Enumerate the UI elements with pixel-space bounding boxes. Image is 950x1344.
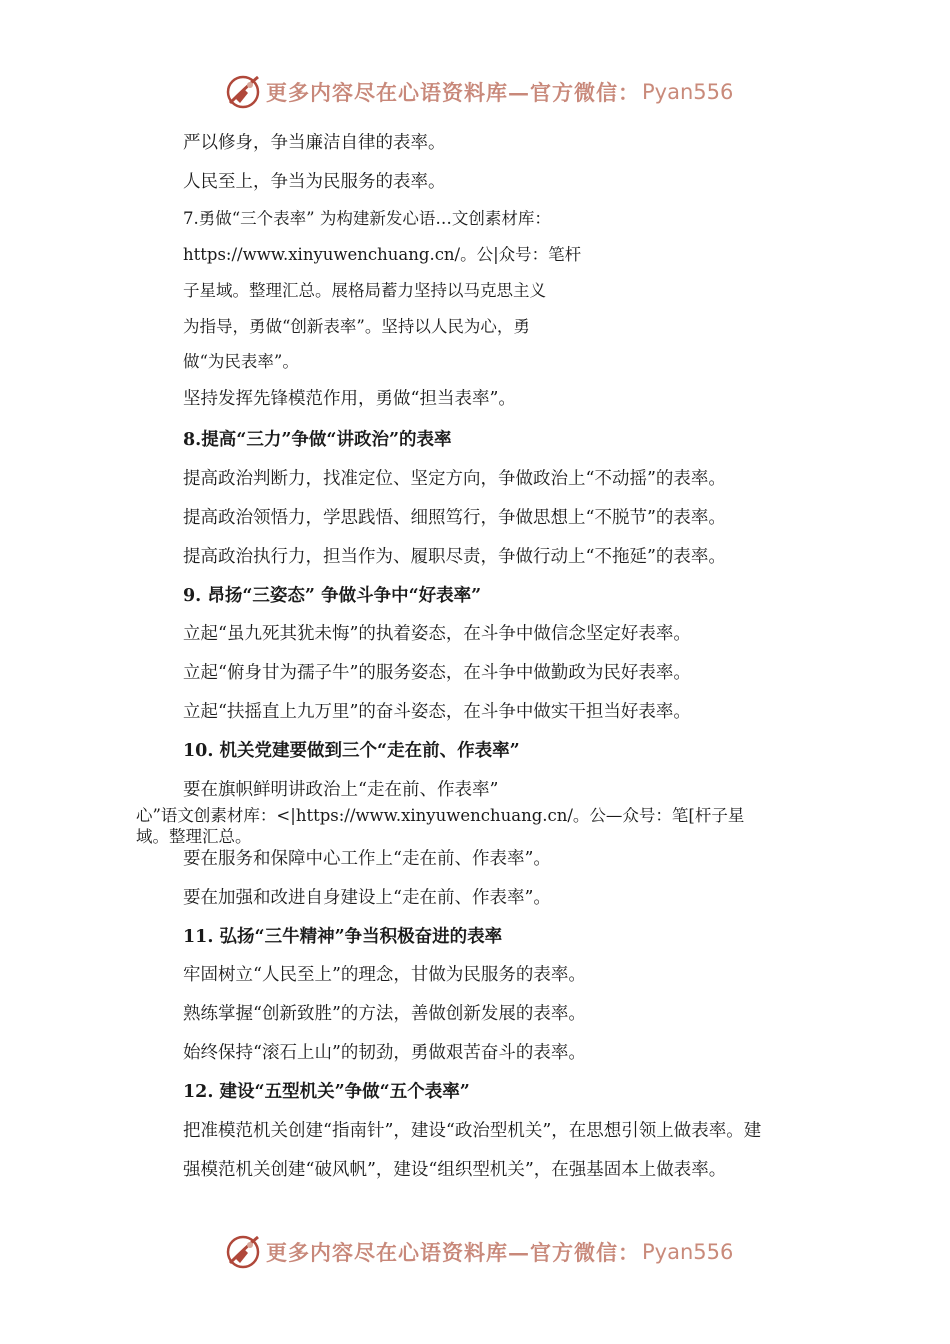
paragraph-line: 立起“扶摇直上九万里”的奋斗姿态，在斗争中做实干担当好表率。 (183, 702, 691, 722)
paragraph-line: 心”语文创素材库：<|https://www.xinyuwenchuang.cn/。公—众号：笔[杆子星 (136, 806, 745, 825)
header-banner-text: 更多内容尽在心语资料库—官方微信： (266, 80, 640, 105)
header-banner (224, 72, 733, 112)
paragraph-line: 子星域。整理汇总。展格局蓄力坚持以马克思主义 (183, 281, 546, 300)
paragraph-line: 立起“虽九死其犹未悔”的执着姿态，在斗争中做信念坚定好表率。 (183, 624, 691, 644)
paragraph-line: 要在旗帜鲜明讲政治上“走在前、作表率” (183, 780, 499, 800)
paragraph-line: 强模范机关创建“破风帆”，建设“组织型机关”，在强基固本上做表率。 (183, 1160, 727, 1180)
paragraph-line: 7.勇做“三个表率” 为构建新发心语…文创素材库： (183, 209, 551, 228)
logo-icon (224, 73, 262, 111)
paragraph-line: 人民至上，争当为民服务的表率。 (183, 172, 446, 192)
paragraph-line: 域。整理汇总。 (136, 827, 252, 846)
paragraph-line: 始终保持“滚石上山”的韧劲，勇做艰苦奋斗的表率。 (183, 1043, 586, 1063)
paragraph-line: 熟练掌握“创新致胜”的方法，善做创新发展的表率。 (183, 1004, 586, 1024)
footer-banner (224, 1232, 733, 1272)
paragraph-line: 做“为民表率”。 (183, 352, 299, 371)
paragraph-line: 牢固树立“人民至上”的理念，甘做为民服务的表率。 (183, 965, 586, 985)
paragraph-line: 立起“俯身甘为孺子牛”的服务姿态，在斗争中做勤政为民好表率。 (183, 663, 691, 683)
section-heading: 9. 昂扬“三姿态” 争做斗争中“好表率” (183, 586, 482, 606)
section-heading: 10. 机关党建要做到三个“走在前、作表率” (183, 741, 520, 761)
paragraph-line: 提高政治领悟力，学思践悟、细照笃行，争做思想上“不脱节”的表率。 (183, 508, 726, 528)
paragraph-line: 提高政治判断力，找准定位、坚定方向，争做政治上“不动摇”的表率。 (183, 469, 726, 489)
logo-icon (224, 1233, 262, 1271)
paragraph-line: 为指导，勇做“创新表率”。坚持以人民为心，勇 (183, 317, 530, 336)
paragraph-line: https://www.xinyuwenchuang.cn/。公|众号：笔杆 (183, 245, 582, 264)
paragraph-line: 严以修身，争当廉洁自律的表率。 (183, 133, 446, 153)
paragraph-line: 提高政治执行力，担当作为、履职尽责，争做行动上“不拖延”的表率。 (183, 547, 726, 567)
footer-banner-text: 更多内容尽在心语资料库—官方微信： (266, 1240, 640, 1265)
paragraph-line: 坚持发挥先锋模范作用，勇做“担当表率”。 (183, 389, 516, 409)
header-banner-id: Pyan556 (642, 80, 734, 104)
footer-banner-id: Pyan556 (642, 1240, 734, 1264)
paragraph-line: 要在服务和保障中心工作上“走在前、作表率”。 (183, 849, 551, 869)
paragraph-line: 要在加强和改进自身建设上“走在前、作表率”。 (183, 888, 551, 908)
section-heading: 8.提高“三力”争做“讲政治”的表率 (183, 430, 452, 450)
paragraph-line: 把准模范机关创建“指南针”，建设“政治型机关”，在思想引领上做表率。建 (183, 1121, 762, 1141)
section-heading: 11. 弘扬“三牛精神”争当积极奋进的表率 (183, 927, 503, 947)
section-heading: 12. 建设“五型机关”争做“五个表率” (183, 1082, 470, 1102)
